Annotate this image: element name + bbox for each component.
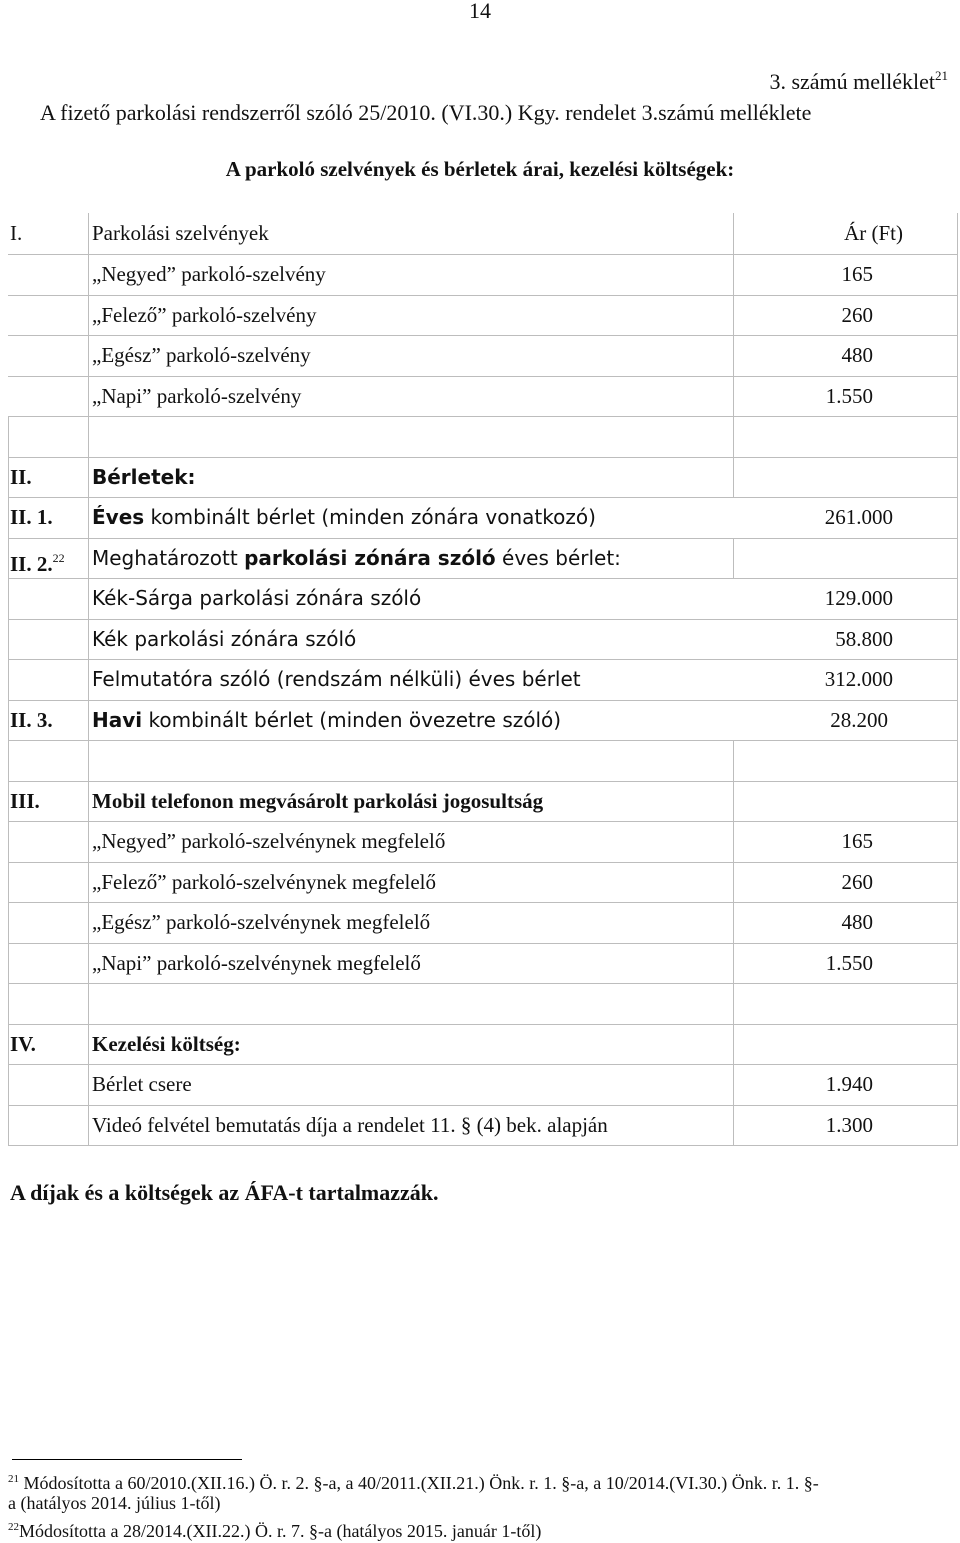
annex-title-text: 3. számú melléklet [769,69,935,94]
footnote-22-ref: 22 [8,1521,19,1533]
footnote-separator [12,1459,242,1460]
mobile-option-label: „Felező” parkoló-szelvénynek megfelelő [92,870,437,894]
item-num-II-2-text: II. 2. [10,552,53,576]
section-title-passes: Bérletek: [92,465,196,489]
table-rule [8,416,958,417]
mobile-option-label: „Negyed” parkoló-szelvénynek megfelelő [92,829,446,853]
footnote-ref-21[interactable]: 21 [935,68,948,83]
monthly-pass-rest: kombinált bérlet (minden övezetre szóló) [142,708,562,732]
annual-pass-label [92,497,596,537]
mobile-option-label: „Egész” parkoló-szelvénynek megfelelő [92,910,431,934]
mobile-option-price: 165 [841,829,873,853]
table-rule [733,538,734,579]
page-number: 14 [469,0,491,23]
zone-pass-bold: parkolási zónára szóló [244,546,496,570]
ticket-price: 165 [841,262,873,286]
annex-title [769,68,948,95]
item-num-II-2 [10,538,65,584]
zone-pass-rest: éves bérlet: [495,546,621,570]
regulation-line: A fizető parkolási rendszerről szóló 25/2010. (VI.30.) Kgy. rendelet 3.számú melléklete [40,100,812,125]
section-title-mobile: Mobil telefonon megvásárolt parkolási jogosultság [92,789,544,813]
mobile-option-price: 480 [841,910,873,934]
handling-fee-price: 1.940 [825,1072,873,1096]
annual-pass-bold: Éves [92,505,145,529]
table-rule [8,416,9,1146]
zone-pass-option: Kék parkolási zónára szóló [92,627,357,651]
table-rule [88,213,89,1146]
zone-pass-price: 312.000 [824,667,893,691]
table-rule [733,740,734,1145]
handling-fee-label: Videó felvétel bemutatás díja a rendelet 11. § (4) bek. alapján [92,1113,608,1137]
ticket-label: „Egész” parkoló-szelvény [92,343,311,367]
mobile-option-price: 260 [841,870,873,894]
ticket-label: „Napi” parkoló-szelvény [92,384,302,408]
table-rule [733,213,734,498]
vat-note: A díjak és a költségek az ÁFA-t tartalmazzák. [10,1180,439,1205]
footnote-22-text: Módosította a 28/2014.(XII.22.) Ö. r. 7. §-a (hatályos 2015. január 1-től) [19,1521,542,1541]
ticket-price: 1.550 [825,384,873,408]
zone-pass-option: Felmutatóra szóló (rendszám nélküli) éves bérlet [92,667,581,691]
ticket-price: 480 [841,343,873,367]
handling-fee-price: 1.300 [825,1113,873,1137]
ticket-label: „Negyed” parkoló-szelvény [92,262,326,286]
mobile-option-label: „Napi” parkoló-szelvénynek megfelelő [92,951,421,975]
item-num-II-3: II. 3. [10,708,53,732]
mobile-option-price: 1.550 [825,951,873,975]
table-rule [957,213,958,1146]
price-table [8,213,958,1158]
footnote-ref-22[interactable]: 22 [52,551,65,565]
price-column-header: Ár (Ft) [844,221,903,245]
zone-pass-price: 129.000 [824,586,893,610]
annual-pass-price: 261.000 [824,505,893,529]
section-num-II: II. [10,465,32,489]
monthly-pass-bold: Havi [92,708,143,732]
section-num-IV: IV. [10,1032,36,1056]
section-num-I: I. [10,221,23,245]
handling-fee-label: Bérlet csere [92,1072,192,1096]
item-num-II-1: II. 1. [10,505,53,529]
zone-pass-lead: Meghatározott [92,546,245,570]
page-heading: A parkoló szelvények és bérletek árai, kezelési költségek: [225,157,735,181]
ticket-label: „Felező” parkoló-szelvény [92,303,317,327]
table-rule [8,1145,958,1146]
table-rule [8,983,958,984]
monthly-pass-price: 28.200 [830,708,888,732]
annual-pass-rest: kombinált bérlet (minden zónára vonatkozó) [144,505,596,529]
footnote-21-continued: a (hatályos 2014. július 1-től) [8,1493,221,1513]
footnote-21-text: Módosította a 60/2010.(XII.16.) Ö. r. 2. §-a, a 40/2011.(XII.21.) Önk. r. 1. §-a, a 10/2014.(VI.30.) Önk. r. 1. §- [23,1473,819,1493]
footnote-21-ref: 21 [8,1473,19,1485]
zone-pass-label [92,538,621,578]
footnote-22 [8,1515,541,1543]
section-title-tickets: Parkolási szelvények [92,221,269,245]
zone-pass-price: 58.800 [835,627,893,651]
monthly-pass-label [92,700,561,740]
section-num-III: III. [10,789,40,813]
table-rule [8,740,958,741]
zone-pass-option: Kék-Sárga parkolási zónára szóló [92,586,422,610]
ticket-price: 260 [841,303,873,327]
section-title-handling: Kezelési költség: [92,1032,241,1056]
